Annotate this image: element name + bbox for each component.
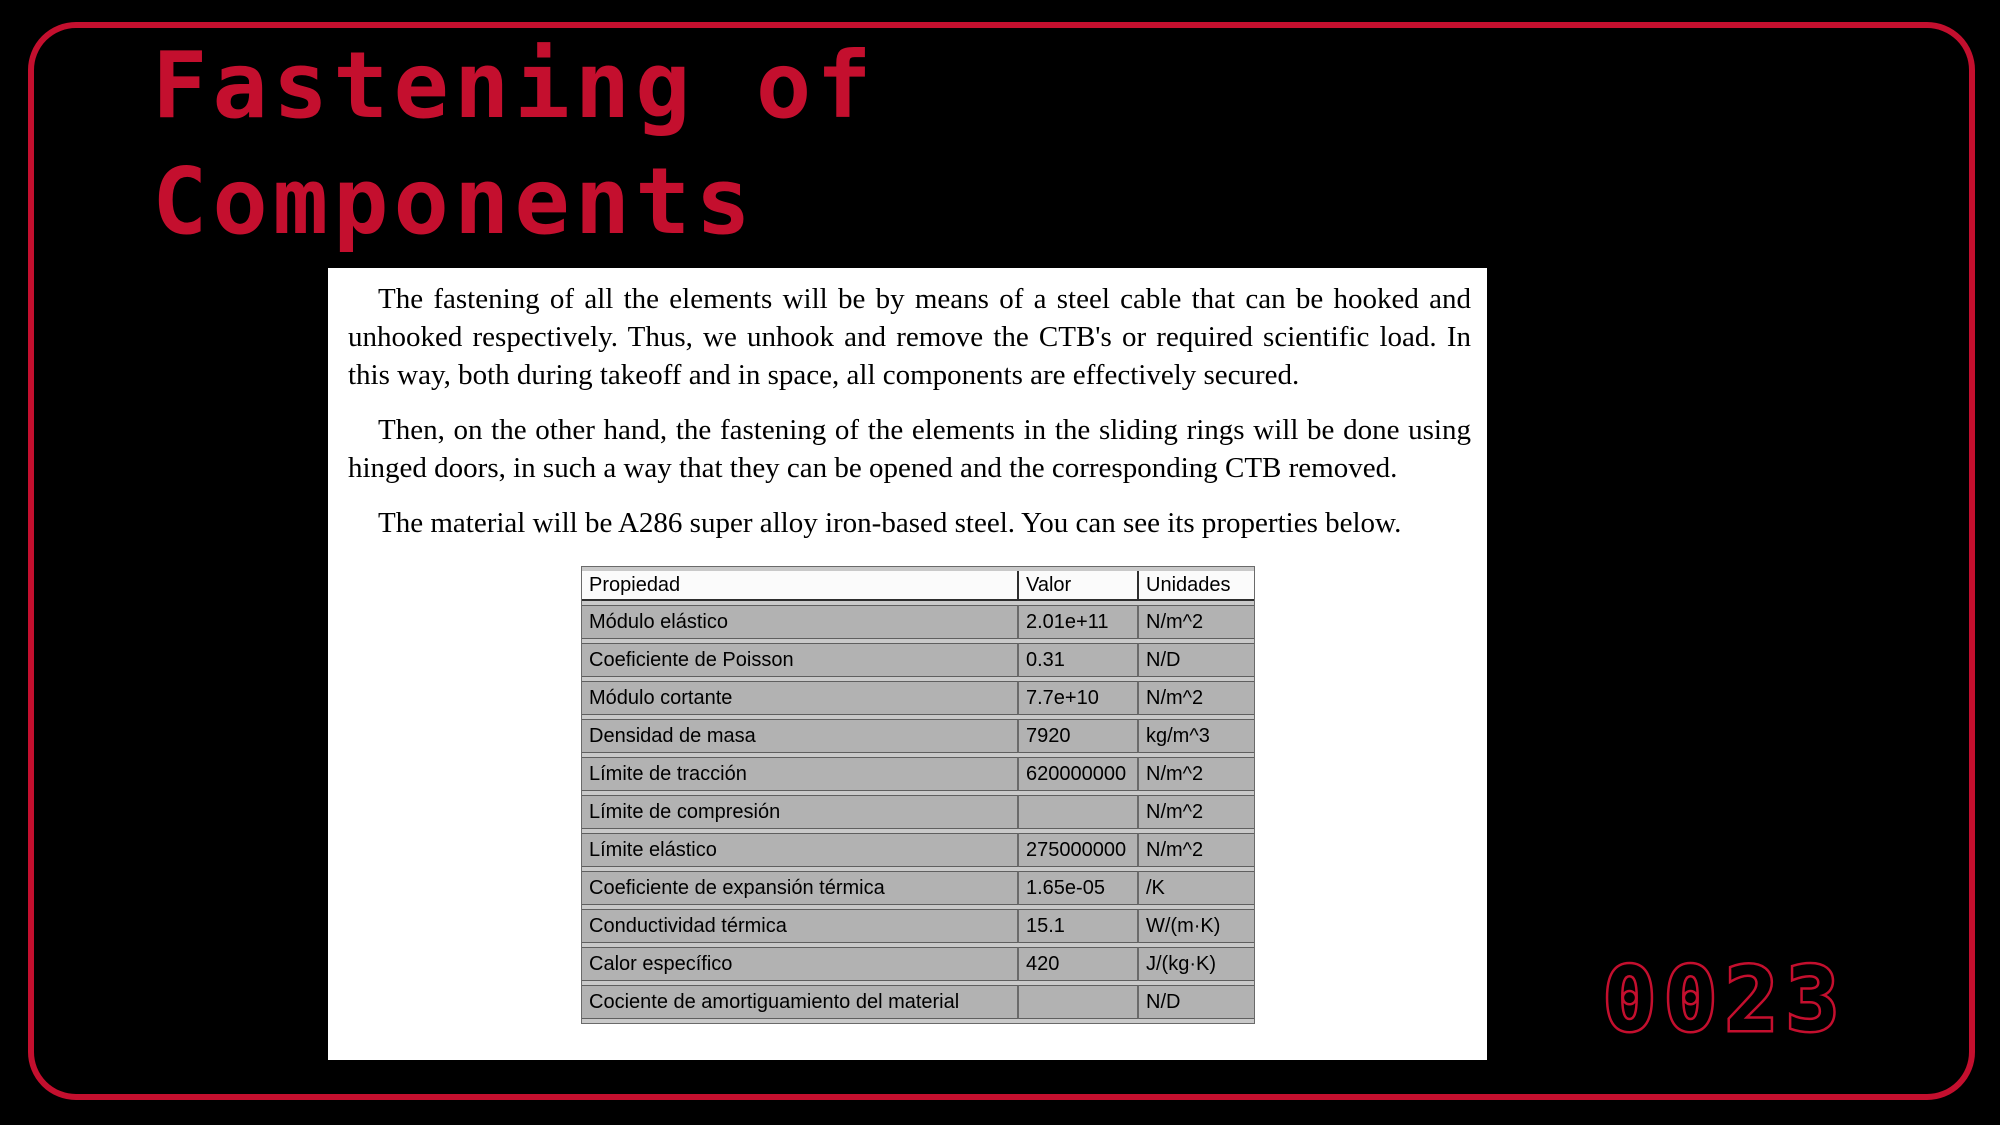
table-cell: Coeficiente de expansión térmica bbox=[582, 871, 1019, 905]
column-header-valor: Valor bbox=[1019, 571, 1139, 601]
table-cell: Cociente de amortiguamiento del material bbox=[582, 985, 1019, 1019]
page-number: 0023 bbox=[1603, 948, 1847, 1051]
table-row bbox=[582, 757, 1254, 791]
table-row bbox=[582, 643, 1254, 677]
table-cell: Límite de tracción bbox=[582, 757, 1019, 791]
table-row bbox=[582, 681, 1254, 715]
table-cell: 275000000 bbox=[1019, 833, 1139, 867]
table-row bbox=[582, 833, 1254, 867]
table-row bbox=[582, 795, 1254, 829]
table-cell: N/m^2 bbox=[1139, 757, 1254, 791]
table-cell: kg/m^3 bbox=[1139, 719, 1254, 753]
column-header-unidades: Unidades bbox=[1139, 571, 1254, 601]
table-row bbox=[582, 947, 1254, 981]
table-row bbox=[582, 871, 1254, 905]
table-cell: 1.65e-05 bbox=[1019, 871, 1139, 905]
table-cell: N/D bbox=[1139, 643, 1254, 677]
table-cell: N/m^2 bbox=[1139, 833, 1254, 867]
content-panel bbox=[328, 268, 1487, 1060]
table-cell: 620000000 bbox=[1019, 757, 1139, 791]
table-cell: Módulo elástico bbox=[582, 605, 1019, 639]
table-cell: N/m^2 bbox=[1139, 605, 1254, 639]
table-row bbox=[582, 719, 1254, 753]
table-header-row bbox=[582, 571, 1254, 601]
paragraph-sliding-rings: Then, on the other hand, the fastening of the elements in the sliding rings will be done using hinged doors, in such a way that they can be opened and the corresponding CTB removed. bbox=[348, 414, 1471, 484]
table-cell: 420 bbox=[1019, 947, 1139, 981]
table-cell: Límite elástico bbox=[582, 833, 1019, 867]
table-cell: N/m^2 bbox=[1139, 681, 1254, 715]
table-cell: N/D bbox=[1139, 985, 1254, 1019]
table-cell: 0.31 bbox=[1019, 643, 1139, 677]
table-cell bbox=[1019, 985, 1139, 1019]
table-cell: Límite de compresión bbox=[582, 795, 1019, 829]
page-title-line-1: Fastening of bbox=[152, 32, 877, 139]
paragraph-material: The material will be A286 super alloy iron-based steel. You can see its properties below. bbox=[378, 507, 1402, 539]
table-cell: 7.7e+10 bbox=[1019, 681, 1139, 715]
table-cell: J/(kg·K) bbox=[1139, 947, 1254, 981]
table-cell: /K bbox=[1139, 871, 1254, 905]
table-cell: N/m^2 bbox=[1139, 795, 1254, 829]
material-properties-table bbox=[581, 566, 1255, 1024]
table-cell: W/(m·K) bbox=[1139, 909, 1254, 943]
table-row bbox=[582, 605, 1254, 639]
table-cell: Módulo cortante bbox=[582, 681, 1019, 715]
table-cell bbox=[1019, 795, 1139, 829]
page-title-line-2: Components bbox=[152, 148, 756, 255]
table-cell: 2.01e+11 bbox=[1019, 605, 1139, 639]
properties-table-body bbox=[582, 605, 1254, 1019]
table-cell: 15.1 bbox=[1019, 909, 1139, 943]
table-row bbox=[582, 985, 1254, 1019]
column-header-propiedad: Propiedad bbox=[582, 571, 1019, 601]
table-cell: Coeficiente de Poisson bbox=[582, 643, 1019, 677]
table-cell: 7920 bbox=[1019, 719, 1139, 753]
table-cell: Conductividad térmica bbox=[582, 909, 1019, 943]
table-cell: Densidad de masa bbox=[582, 719, 1019, 753]
paragraph-fastening: The fastening of all the elements will be by means of a steel cable that can be hooked and unhooked respectively. Thus, we unhook and remove the CTB's or required scientific load. In this way, both during takeoff and in space, all components are effectively secured. bbox=[348, 283, 1471, 391]
table-row bbox=[582, 909, 1254, 943]
page-title bbox=[152, 28, 877, 260]
table-cell: Calor específico bbox=[582, 947, 1019, 981]
